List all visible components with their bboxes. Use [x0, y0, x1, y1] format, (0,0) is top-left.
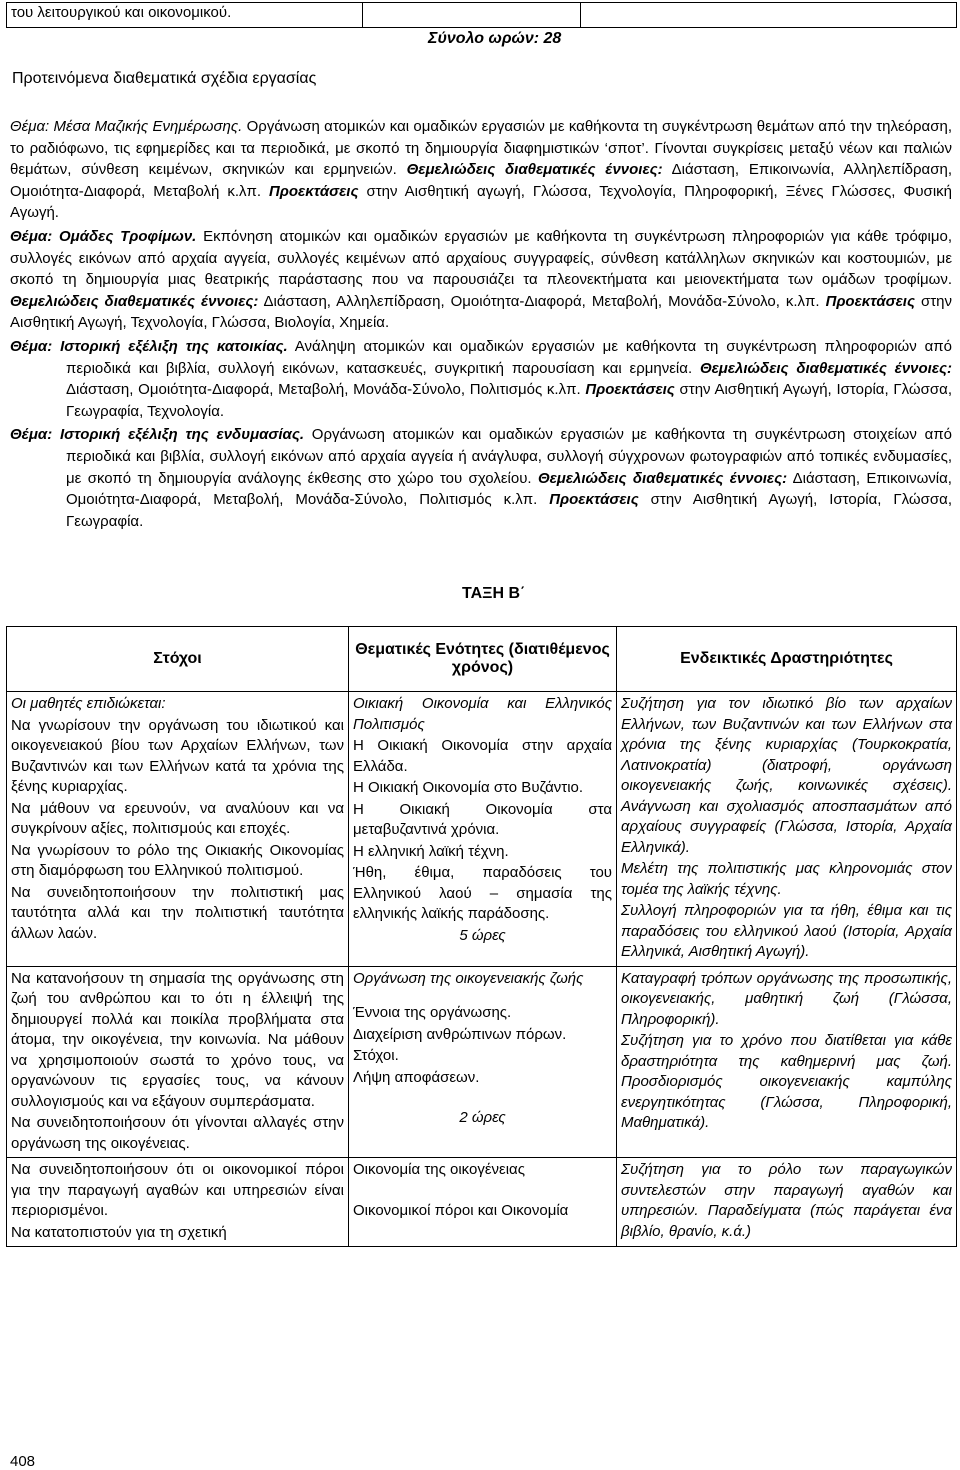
- goal-item: Να κατατοπιστούν για τη σχετική: [11, 1223, 227, 1241]
- header-cell-empty-1: [363, 3, 581, 28]
- units-cell: [349, 1158, 617, 1247]
- topic-extensions-label: Προεκτάσεις: [585, 381, 675, 399]
- activity-item: Συζήτηση για τον ιδιωτικό βίο των αρχαίων Ελλήνων, των Βυζαντινών και των Ελλήνων στα χρόνια της ξένης κυριαρχίας (Τουρκοκρατία, Λατινοκρατία) (διατροφή, οργάνωση οικογενειακής ζωής, κοινωνικές σχέσεις). Ανάγνωση και σχολιασμός αποσπασμάτων από αρχαίους συγγραφείς (Γλώσσα, Ιστορία, Αρχαία Ελληνικά).: [621, 695, 952, 856]
- unit-item: Ήθη, έθιμα, παραδόσεις του Ελληνικού λαού – σημασία της ελληνικής λαϊκής παράδοσης.: [353, 864, 612, 922]
- unit-item: Η Οικιακή Οικονομία στα μεταβυζαντινά χρόνια.: [353, 800, 612, 838]
- unit-item: Διαχείριση ανθρώπινων πόρων.: [353, 1025, 567, 1043]
- unit-item: Στόχοι.: [353, 1047, 399, 1064]
- activities-cell: [617, 1158, 957, 1247]
- topic-theme-label: Θέμα: Ιστορική εξέλιξη της κατοικίας.: [10, 337, 288, 355]
- topic-concepts: Διάσταση, Αλληλεπίδραση, Ομοιότητα-Διαφορά, Μεταβολή, Μονάδα-Σύνολο, κ.λπ.: [258, 292, 826, 310]
- topic-concepts-label: Θεμελιώδεις διαθεματικές έννοιες:: [699, 359, 953, 377]
- unit-item: Η Οικιακή Οικονομία στην αρχαία Ελλάδα.: [353, 737, 612, 775]
- goal-item: Να συνειδητοποιήσουν ότι γίνονται αλλαγές στην οργάνωση της οικογένειας.: [11, 1114, 344, 1152]
- topic-extensions: στην Αισθητική αγωγή, Γλώσσα, Τεχνολογία, Πληροφορική, Ξένες Γλώσσες, Φυσική Αγωγή.: [10, 182, 952, 222]
- header-activities: Ενδεικτικές Δραστηριότητες: [617, 627, 957, 692]
- goal-item: Να συνειδητοποιήσουν την πολιτιστική μας ταυτότητα αλλά και την πολιτιστική ταυτότητα άλλων λαών.: [11, 883, 344, 942]
- topic-concepts: Διάσταση, Επικοινωνία, Ομοιότητα-Διαφορά, Μεταβολή, Μονάδα-Σύνολο, Πολιτισμός κ.λπ.: [66, 469, 952, 509]
- activity-item: Συζήτηση για το χρόνο που διατίθεται για κάθε δραστηριότητα της καθημερινή μας ζωή. Προσδιορισμός οικογενειακής καμπύλης ενεργητικότητας (Γλώσσα, Πληροφορική, Μαθηματικά).: [621, 1032, 952, 1131]
- topic-description: Οργάνωση ατομικών και ομαδικών εργασιών με καθήκοντα τη συγκέντρωση στοιχείων από περιοδικά και βιβλία, συλλογή εικόνων από αρχαία αγγεία ή ανάγλυφα, συλλογή σύγχρονων φωτογραφιών από τοπικές ενδυμασίες, με σκοπό τη δημιουργία ανάλογης έκθεσης στο χώρο του σχολείου.: [66, 426, 953, 487]
- header-table: [6, 2, 957, 28]
- curriculum-table: [6, 626, 957, 1247]
- goals-cell: [7, 1158, 349, 1247]
- header-cell-empty-2: [581, 3, 957, 28]
- activities-cell: [617, 966, 957, 1158]
- units-cell: [349, 692, 617, 967]
- table-row: [7, 692, 957, 967]
- goal-item: Να κατανοήσουν τη σημασία της οργάνωσης στη ζωή του ανθρώπου και το ότι η έλλειψή της δημιουργεί πολλά και ποικίλα προβλήματα στα άτομα, την οικογένεια, την κοινωνία. Να μάθουν να χρησιμοποιούν σωστά το χρόνο τους, να οργανώνουν τις εργασίες τους, να κάνουν συλλογισμούς και να εξάγουν συμπεράσματα.: [11, 969, 344, 1110]
- activity-item: Συζήτηση για το ρόλο των παραγωγικών συντελεστών στην παραγωγή αγαθών και υπηρεσιών. Παραδείγματα (πώς παράγεται ένα βιβλίο, θρανίο, κ.ά.): [621, 1161, 952, 1240]
- topics-section: [10, 116, 952, 534]
- activity-item: Μελέτη της πολιτιστικής μας κληρονομιάς στον τομέα της λαϊκής τέχνης.: [621, 860, 952, 898]
- topic-theme-label: Θέμα: Ιστορική εξέλιξη της ενδυμασίας.: [10, 426, 304, 444]
- topic-description: Οργάνωση ατομικών και ομαδικών εργασιών με καθήκοντα τη συγκέντρωση θεμάτων από την τηλεόραση, το ραδιόφωνο, τις εφημερίδες και τα περιοδικά, με σκοπό τη δημιουργία διαφημιστικών ‘σποτ’. Γίνονται συγκρίσεις μεταξύ νέων και παλιών θεμάτων, σύνθεση κειμένων, σκηνικών και ερμηνειών.: [10, 118, 952, 179]
- header-units: Θεματικές Ενότητες (διατιθέμενος χρόνος): [349, 627, 617, 692]
- topic-extensions: στην Αισθητική Αγωγή, Ιστορία, Γλώσσα, Γεωγραφία, Τεχνολογία.: [66, 381, 952, 420]
- goals-cell: [7, 966, 349, 1158]
- proposed-plans-title: Προτεινόμενα διαθεματικά σχέδια εργασίας: [12, 70, 317, 87]
- topic-concepts-label: Θεμελιώδεις διαθεματικές έννοιες:: [10, 292, 259, 310]
- unit-item: Οικονομικοί πόροι και Οικονομία: [353, 1201, 569, 1219]
- unit-item: Λήψη αποφάσεων.: [353, 1068, 480, 1086]
- unit-item: Έννοια της οργάνωσης.: [353, 1004, 512, 1021]
- goal-item: Να γνωρίσουν το ρόλο της Οικιακής Οικονομίας στη διαμόρφωση του Ελληνικού πολιτισμού.: [11, 841, 344, 879]
- activity-item: Καταγραφή τρόπων οργάνωσης της προσωπικής, οικογενειακής, μαθητική ζωή (Γλώσσα, Πληροφορική).: [621, 969, 952, 1028]
- header-goals: Στόχοι: [7, 627, 349, 692]
- activities-cell: [617, 692, 957, 967]
- topic-extensions-label: Προεκτάσεις: [549, 491, 639, 509]
- unit-item: Η Οικιακή Οικονομία στο Βυζάντιο.: [353, 779, 584, 796]
- topic-theme-label: Θέμα: Ομάδες Τροφίμων.: [10, 227, 197, 245]
- topic-theme-label: Θέμα: Μέσα Μαζικής Ενημέρωσης.: [10, 118, 243, 135]
- unit-title: Οικιακή Οικονομία και Ελληνικός Πολιτισμός: [353, 695, 612, 733]
- topic-extensions-label: Προεκτάσεις: [825, 292, 915, 310]
- page-number: 408: [10, 1453, 36, 1470]
- header-cell-text: του λειτουργικού και οικονομικού.: [7, 3, 363, 28]
- topic-concepts: Διάσταση, Επικοινωνία, Αλληλεπίδραση, Ομοιότητα-Διαφορά, Μεταβολή κ.λπ.: [10, 161, 952, 200]
- unit-title: Οργάνωση της οικογενειακής ζωής: [353, 969, 584, 987]
- units-cell: [349, 966, 617, 1158]
- goal-item: Να συνειδητοποιήσουν ότι οι οικονομικοί πόροι για την παραγωγή αγαθών και υπηρεσιών είναι περιορισμένοι.: [11, 1161, 344, 1219]
- topic-paragraph: [10, 116, 952, 224]
- activity-item: Συλλογή πληροφοριών για τα ήθη, έθιμα και τις παραδόσεις του ελληνικού λαού (Ιστορία, Αρχαία Ελληνικά, Αισθητική Αγωγή).: [621, 902, 952, 960]
- topic-paragraph: [10, 336, 952, 422]
- topic-extensions: στην Αισθητική Αγωγή, Τεχνολογία, Γλώσσα, Βιολογία, Χημεία.: [10, 292, 952, 332]
- topic-description: Ανάληψη ατομικών και ομαδικών εργασιών με καθήκοντα τη συγκέντρωση πληροφοριών από περιοδικά και βιβλία, συλλογή εικόνων, κατασκευές, συγκριτική παρουσίαση και ερμηνεία.: [66, 337, 952, 377]
- goals-cell: [7, 692, 349, 967]
- unit-hours: 2 ώρες: [459, 1109, 506, 1126]
- unit-item: Η ελληνική λαϊκή τέχνη.: [353, 842, 509, 860]
- total-hours: Σύνολο ωρών: 28: [428, 30, 562, 47]
- table-header-row: [7, 627, 957, 692]
- table-row: [7, 1158, 957, 1247]
- goal-item: Να μάθουν να ερευνούν, να αναλύουν και να συγκρίνουν αξίες, πολιτισμούς και εποχές.: [11, 799, 344, 837]
- grade-title: ΤΑΞΗ Β΄: [462, 585, 526, 602]
- topic-concepts-label: Θεμελιώδεις διαθεματικές έννοιες:: [537, 469, 788, 487]
- unit-hours: 5 ώρες: [459, 926, 506, 944]
- topic-paragraph: [10, 226, 952, 334]
- goal-item: Να γνωρίσουν την οργάνωση του ιδιωτικού και οικογενειακού βίου των Αρχαίων Ελλήνων, των Βυζαντινών και των Ελλήνων κατά τα χρόνια της ξένης κυριαρχίας.: [11, 716, 344, 795]
- topic-description: Εκπόνηση ατομικών και ομαδικών εργασιών με καθήκοντα τη συγκέντρωση πληροφοριών για κάθε τρόφιμο, συλλογές εικόνων από αρχαία αγγεία, συλλογές κειμένων από αρχαίους συγγραφείς, σύνθεση κατάλληλων σκηνικών και κοστουμιών, με σκοπό τη δημιουργία μιας θεατρικής παράστασης που να παρουσιάζει τα πλεονεκτήματα και μειονεκτήματα των ομάδων τροφίμων.: [10, 227, 952, 289]
- topic-concepts-label: Θεμελιώδεις διαθεματικές έννοιες:: [406, 161, 663, 179]
- topic-extensions-label: Προεκτάσεις: [269, 182, 359, 200]
- table-row: [7, 966, 957, 1158]
- topic-paragraph: [10, 424, 952, 532]
- topic-concepts: Διάσταση, Ομοιότητα-Διαφορά, Μεταβολή, Μονάδα-Σύνολο, Πολιτισμός κ.λπ.: [66, 381, 586, 399]
- topic-extensions: στην Αισθητική Αγωγή, Ιστορία, Γλώσσα, Γεωγραφία.: [66, 491, 952, 530]
- unit-item: Οικονομία της οικογένειας: [353, 1161, 525, 1178]
- goals-intro: Οι μαθητές επιδιώκεται:: [11, 695, 166, 712]
